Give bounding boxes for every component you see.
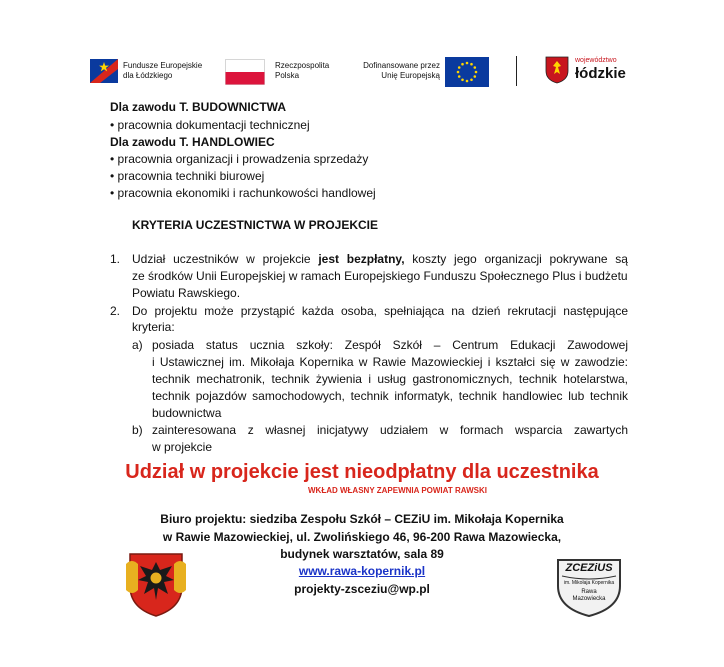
subline-own-contribution: WKŁAD WŁASNY ZAPEWNIA POWIAT RAWSKI — [308, 486, 487, 495]
item1-number: 1. — [110, 252, 121, 266]
fe-line2: dla Łódzkiego — [123, 71, 173, 80]
email-address: projekty-zsceziu@wp.pl — [294, 582, 430, 596]
ue-line2: Unię Europejską — [381, 71, 440, 80]
sub-a-line: i Ustawicznej im. Mikołaja Kopernika w Rawie Mazowieckiej i kształci się w zawodzie: — [152, 355, 628, 369]
eu-cofunded-logo — [350, 56, 500, 90]
sub-a-line: budownictwa — [152, 406, 222, 420]
sub-a-label: a) — [132, 338, 143, 352]
office-line3: budynek warsztatów, sala 89 — [280, 547, 444, 561]
fundusze-europejskie-logo — [90, 56, 220, 90]
website-link[interactable]: www.rawa-kopernik.pl — [298, 564, 426, 578]
list-item: • pracownia organizacji i prowadzenia sprzedaży — [110, 152, 369, 166]
item1-line3: Powiatu Rawskiego. — [132, 286, 241, 300]
sub-b-line: w projekcie — [152, 440, 213, 454]
fe-flag-icon — [90, 59, 118, 83]
headline-free-participation: Udział w projekcie jest nieodpłatny dla uczestnika — [125, 461, 599, 483]
item2-line1: Do projektu może przystąpić każda osoba, spełniająca na dzień rekrutacji następujące — [132, 304, 628, 318]
item1-text-a: Udział uczestników w projekcie — [132, 252, 311, 266]
polish-flag-icon — [225, 59, 265, 85]
badge-middle: im. Mikołaja Kopernika — [563, 580, 615, 586]
fe-line1: Fundusze Europejskie — [123, 61, 203, 70]
list-item: • pracownia ekonomiki i rachunkowości handlowej — [110, 186, 376, 200]
item1-line1 — [132, 252, 628, 267]
sub-a-line: posiada status ucznia szkoły: Zespół Szkół – Centrum Edukacji Zawodowej — [152, 338, 628, 352]
ue-line1: Dofinansowane przez — [363, 61, 440, 70]
wl-line2: łódzkie — [575, 65, 626, 82]
list-item: • pracownia dokumentacji technicznej — [110, 118, 310, 132]
office-line2: w Rawie Mazowieckiej, ul. Zwolińskiego 46, 96-200 Rawa Mazowiecka, — [162, 530, 562, 544]
wojewodztwo-lodzkie-logo — [545, 54, 645, 90]
sub-a-line: technik mechatronik, technik żywienia i usług gastronomicznych, technik hotelarstwa, — [152, 372, 628, 386]
lodzkie-crest-icon — [545, 56, 569, 84]
handlowiec-heading: Dla zawodu T. HANDLOWIEC — [110, 135, 275, 149]
sub-a-line: technik pojazdów samochodowych, technik informatyk, technik handlowiec lub technik — [152, 389, 628, 403]
zceziu-badge — [554, 556, 624, 618]
budownictwa-heading: Dla zawodu T. BUDOWNICTWA — [110, 100, 286, 114]
rp-line2: Polska — [275, 71, 300, 80]
item2-line2: kryteria: — [132, 320, 175, 334]
wl-line1: województwo — [575, 57, 617, 64]
logo-bar — [0, 48, 724, 98]
logo-divider — [516, 56, 517, 86]
sub-b-line: zainteresowana z własnej inicjatywy udziałem w formach wsparcia zawartych — [152, 423, 628, 437]
item1-line2: ze środków Unii Europejskiej w ramach Europejskiego Funduszu Społecznego Plus i budżetu — [132, 269, 628, 283]
badge-city2: Mazowiecka — [572, 596, 606, 602]
item1-text-b: koszty jego organizacji pokrywane są — [412, 252, 628, 266]
item2-number: 2. — [110, 304, 121, 318]
office-line1: Biuro projektu: siedziba Zespołu Szkół – CEZiU im. Mikołaja Kopernika — [160, 512, 564, 526]
item1-text-bold: jest bezpłatny, — [318, 252, 405, 266]
rzeczpospolita-polska-logo — [225, 56, 335, 90]
criteria-heading: KRYTERIA UCZESTNICTWA W PROJEKCIE — [132, 218, 379, 232]
eagle-crest-icon — [124, 550, 188, 618]
eu-flag-icon — [445, 57, 489, 87]
sub-b-label: b) — [132, 423, 143, 437]
badge-city1: Rawa — [581, 589, 597, 595]
list-item: • pracownia techniki biurowej — [110, 169, 265, 183]
rp-line1: Rzeczpospolita — [275, 61, 330, 70]
badge-top: ZCEZiUS — [565, 562, 613, 574]
